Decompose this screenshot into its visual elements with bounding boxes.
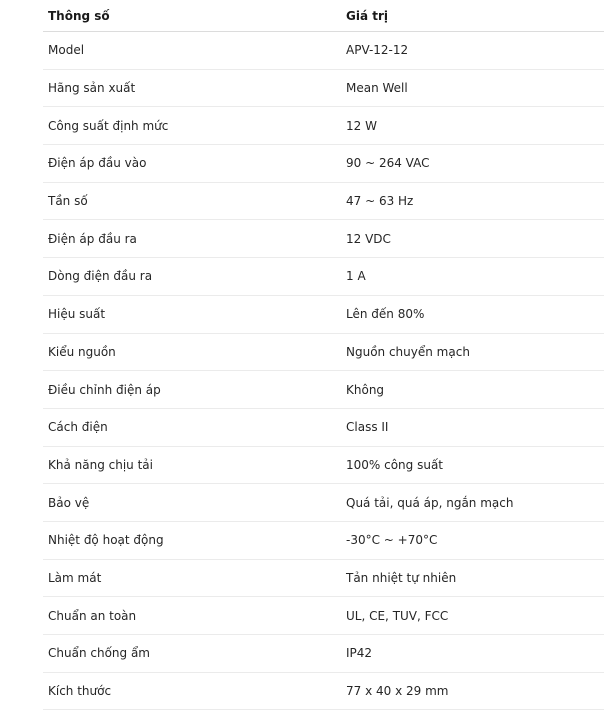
row-value: IP42 — [341, 635, 604, 673]
table-row — [43, 484, 604, 522]
table-row — [43, 220, 604, 258]
table-row — [43, 635, 604, 673]
row-label: Làm mát — [43, 559, 341, 597]
table-row — [43, 107, 604, 145]
table-row — [43, 258, 604, 296]
row-label: Kích thước — [43, 672, 341, 710]
table-row — [43, 408, 604, 446]
row-value: 47 ~ 63 Hz — [341, 182, 604, 220]
row-label: Hiệu suất — [43, 295, 341, 333]
row-value: -30°C ~ +70°C — [341, 521, 604, 559]
row-label: Điện áp đầu vào — [43, 145, 341, 183]
row-value: 90 ~ 264 VAC — [341, 145, 604, 183]
row-label: Hãng sản xuất — [43, 69, 341, 107]
row-value: Không — [341, 371, 604, 409]
table-row — [43, 333, 604, 371]
row-label: Điện áp đầu ra — [43, 220, 341, 258]
row-value: UL, CE, TUV, FCC — [341, 597, 604, 635]
row-label: Kiểu nguồn — [43, 333, 341, 371]
row-label: Công suất định mức — [43, 107, 341, 145]
table-row — [43, 672, 604, 710]
row-value: 12 W — [341, 107, 604, 145]
table-row — [43, 559, 604, 597]
row-value: 77 x 40 x 29 mm — [341, 672, 604, 710]
row-label: Model — [43, 32, 341, 70]
row-label: Điều chỉnh điện áp — [43, 371, 341, 409]
row-value: 100% công suất — [341, 446, 604, 484]
table-row — [43, 371, 604, 409]
table-row — [43, 182, 604, 220]
row-value: APV-12-12 — [341, 32, 604, 70]
row-value: Quá tải, quá áp, ngắn mạch — [341, 484, 604, 522]
spec-table — [43, 0, 604, 710]
table-header-row — [43, 0, 604, 32]
row-value: Nguồn chuyển mạch — [341, 333, 604, 371]
row-label: Bảo vệ — [43, 484, 341, 522]
row-label: Khả năng chịu tải — [43, 446, 341, 484]
row-value: Mean Well — [341, 69, 604, 107]
table-row — [43, 446, 604, 484]
row-label: Nhiệt độ hoạt động — [43, 521, 341, 559]
row-label: Cách điện — [43, 408, 341, 446]
table-row — [43, 597, 604, 635]
row-value: Lên đến 80% — [341, 295, 604, 333]
row-value: Tản nhiệt tự nhiên — [341, 559, 604, 597]
table-row — [43, 145, 604, 183]
row-value: Class II — [341, 408, 604, 446]
row-label: Tần số — [43, 182, 341, 220]
table-row — [43, 69, 604, 107]
table-row — [43, 32, 604, 70]
header-parameter: Thông số — [43, 0, 341, 32]
table-row — [43, 295, 604, 333]
header-value: Giá trị — [341, 0, 604, 32]
table-row — [43, 521, 604, 559]
row-value: 12 VDC — [341, 220, 604, 258]
row-label: Dòng điện đầu ra — [43, 258, 341, 296]
row-label: Chuẩn chống ẩm — [43, 635, 341, 673]
row-value: 1 A — [341, 258, 604, 296]
row-label: Chuẩn an toàn — [43, 597, 341, 635]
